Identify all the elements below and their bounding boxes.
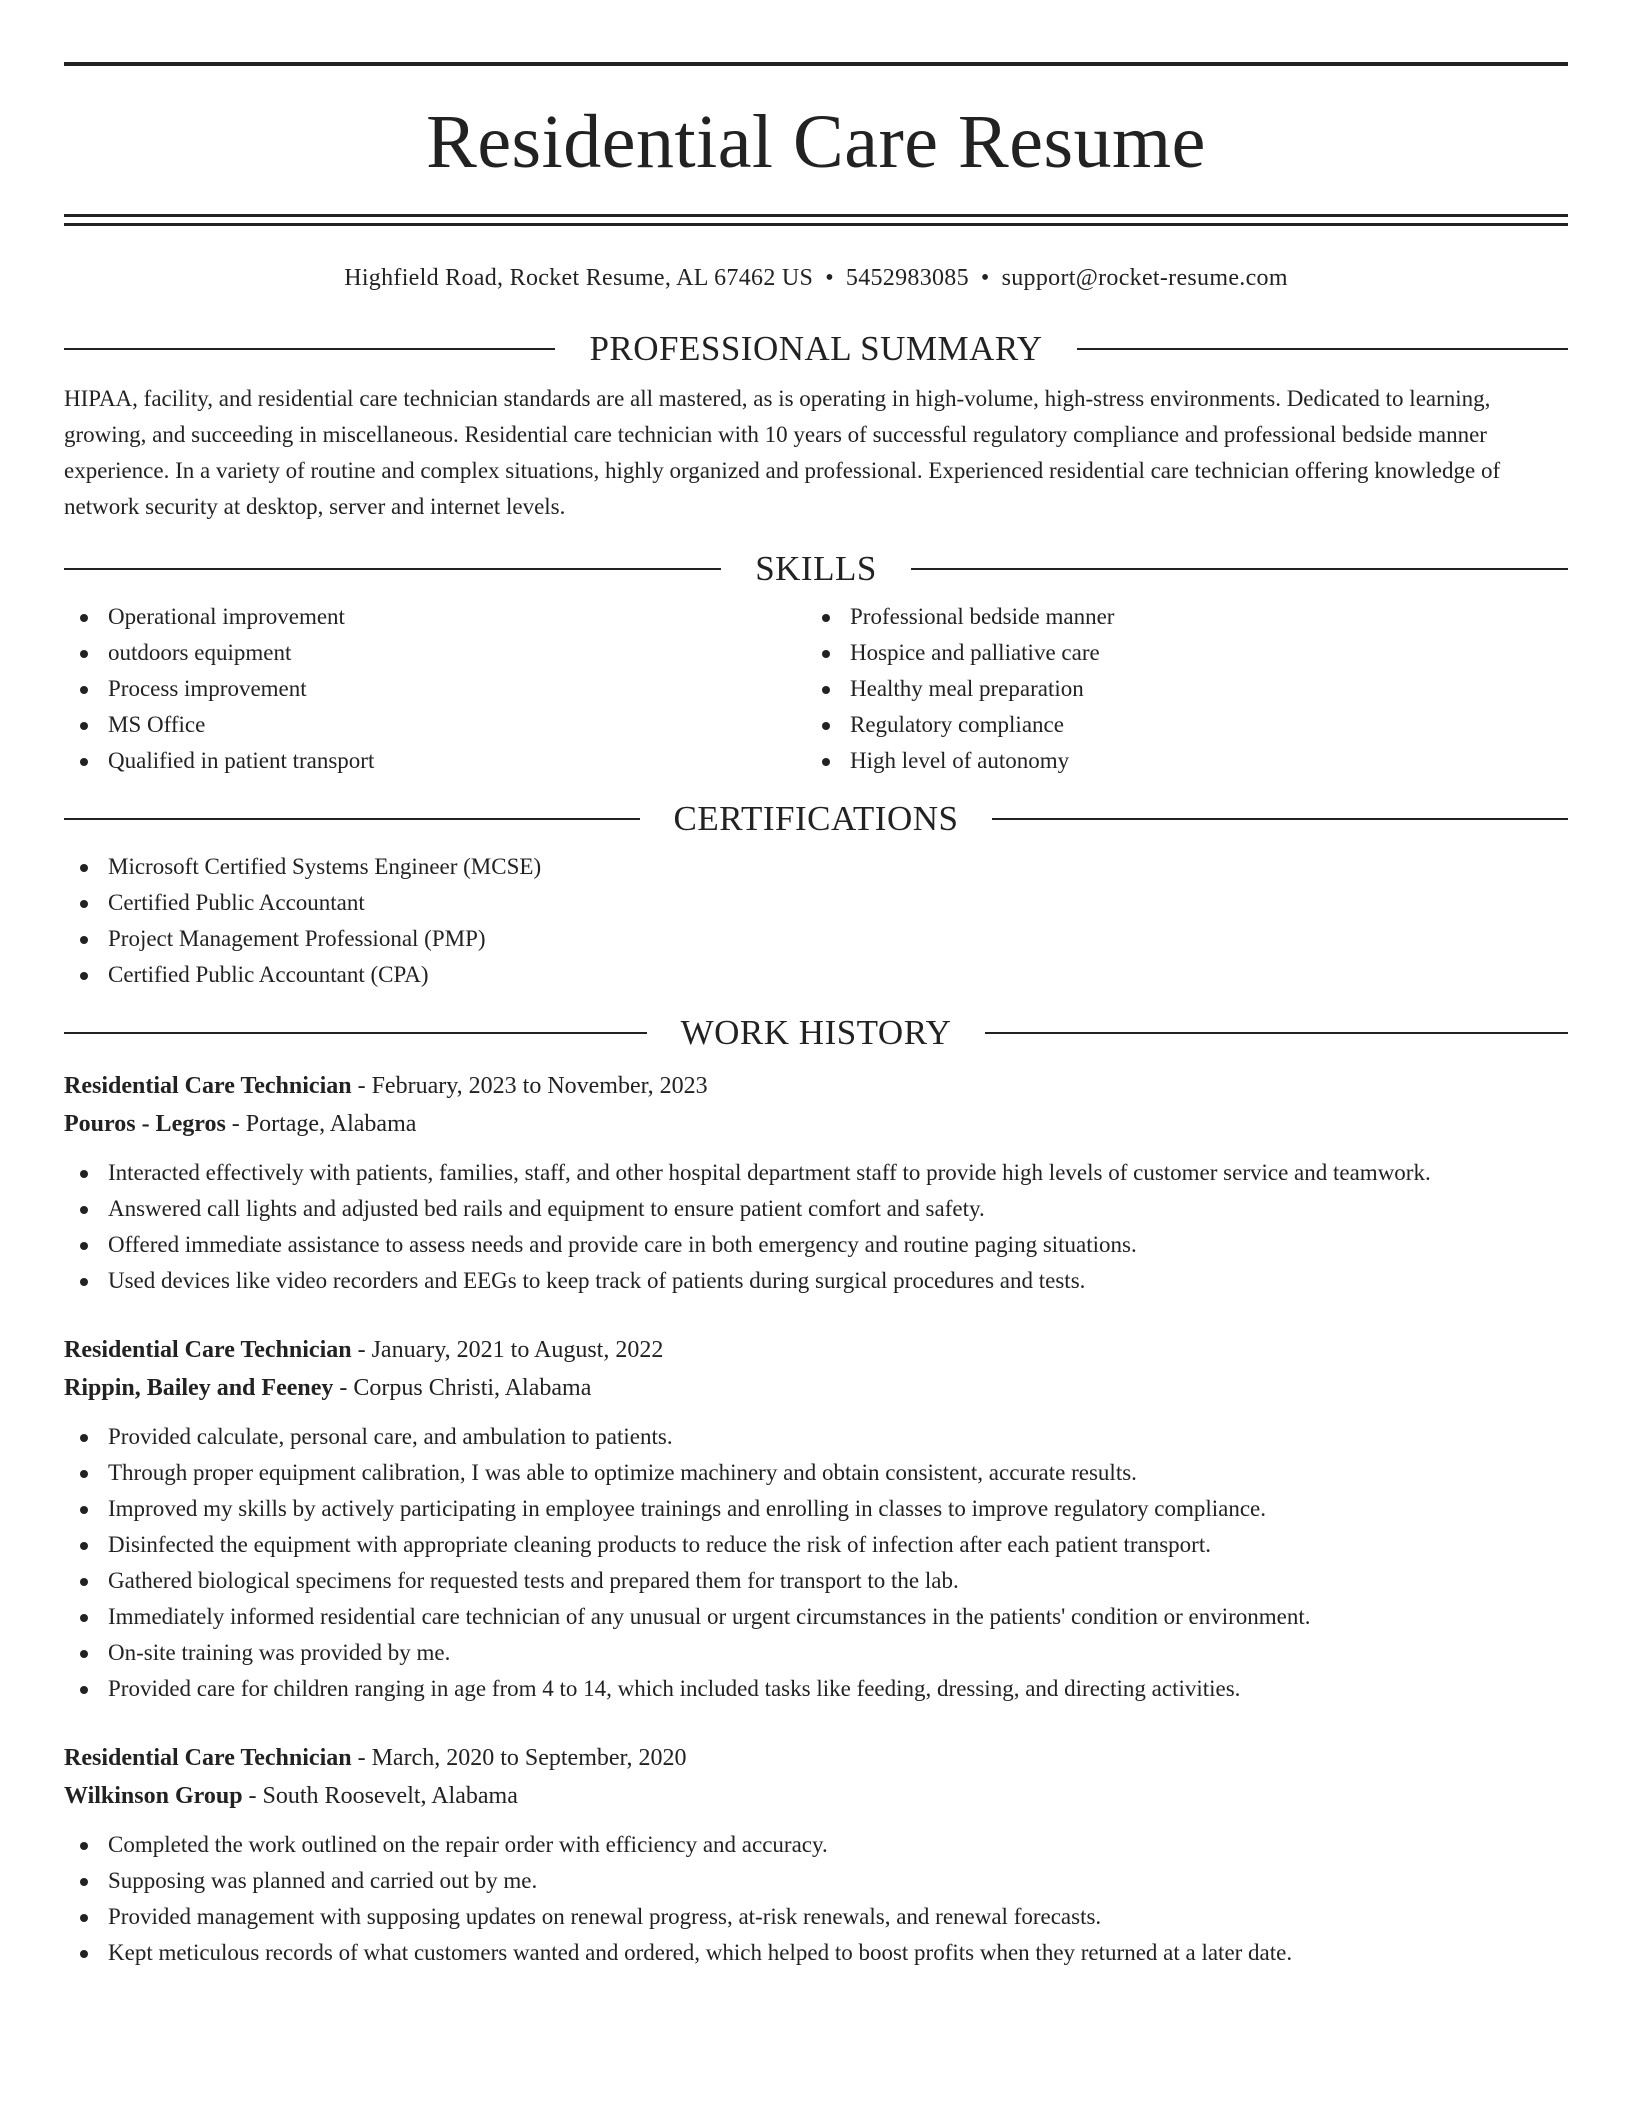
job-title: Residential Care Technician [64, 1745, 352, 1771]
skill-item: Process improvement [64, 671, 806, 707]
skill-item: Hospice and palliative care [806, 635, 1548, 671]
skills-list-left [64, 599, 806, 779]
job-entry [64, 1067, 1568, 1299]
skill-item: Operational improvement [64, 599, 806, 635]
job-bullet: Completed the work outlined on the repair order with efficiency and accuracy. [64, 1827, 1568, 1863]
job-bullet: Used devices like video recorders and EEGs to keep track of patients during surgical procedures and tests. [64, 1263, 1568, 1299]
job-entry [64, 1739, 1568, 1971]
job-dates: - January, 2021 to August, 2022 [351, 1337, 664, 1363]
contact-separator: • [825, 265, 834, 291]
section-rule [911, 568, 1568, 570]
job-bullets [64, 1155, 1568, 1299]
summary-text: HIPAA, facility, and residential care technician standards are all mastered, as is operating in high-volume, high-stress environments. Dedicated to learning, growing, and succeeding in miscellaneous. Residential care technician with 10 years of successful regulatory compliance and professional bedside manner experience. In a variety of routine and complex situations, highly organized and professional. Experienced residential care technician offering knowledge of network security at desktop, server and internet levels. [64, 386, 1501, 519]
contact-email: support@rocket-resume.com [1001, 265, 1288, 291]
section-header-summary [64, 329, 1568, 369]
job-title-line [64, 1739, 1568, 1777]
skills-grid [64, 599, 1568, 779]
certification-item: Microsoft Certified Systems Engineer (MCSE) [64, 849, 1568, 885]
contact-line [64, 263, 1568, 293]
job-bullet: Provided management with supposing updates on renewal progress, at-risk renewals, and renewal forecasts. [64, 1899, 1568, 1935]
job-bullet: Answered call lights and adjusted bed rails and equipment to ensure patient comfort and safety. [64, 1191, 1568, 1227]
section-rule [64, 1032, 647, 1034]
job-company: Pouros - Legros [64, 1111, 226, 1137]
job-bullet: Interacted effectively with patients, families, staff, and other hospital department staff to provide high levels of customer service and teamwork. [64, 1155, 1568, 1191]
job-bullet: Through proper equipment calibration, I was able to optimize machinery and obtain consistent, accurate results. [64, 1455, 1568, 1491]
skill-item: Qualified in patient transport [64, 743, 806, 779]
certification-item: Certified Public Accountant [64, 885, 1568, 921]
skill-item: outdoors equipment [64, 635, 806, 671]
contact-phone: 5452983085 [845, 265, 969, 291]
section-header-certifications [64, 799, 1568, 839]
section-rule [64, 818, 640, 820]
certification-item: Certified Public Accountant (CPA) [64, 957, 1568, 993]
section-rule [992, 818, 1568, 820]
job-bullet: Immediately informed residential care technician of any unusual or urgent circumstances in the patients' condition or environment. [64, 1599, 1568, 1635]
resume-title: Residential Care Resume [426, 100, 1206, 184]
job-title-line [64, 1331, 1568, 1369]
section-title: CERTIFICATIONS [673, 799, 959, 838]
contact-separator: • [980, 265, 990, 291]
section-rule [64, 568, 721, 570]
job-title: Residential Care Technician [64, 1337, 352, 1363]
job-bullet: Improved my skills by actively participating in employee trainings and enrolling in classes to improve regulatory compliance. [64, 1491, 1568, 1527]
section-header-skills [64, 549, 1568, 589]
job-bullet: Offered immediate assistance to assess needs and provide care in both emergency and routine paging situations. [64, 1227, 1568, 1263]
certification-item: Project Management Professional (PMP) [64, 921, 1568, 957]
section-rule [64, 348, 555, 350]
job-bullets [64, 1827, 1568, 1971]
section-rule [985, 1032, 1568, 1034]
job-bullet: Disinfected the equipment with appropriate cleaning products to reduce the risk of infection after each patient transport. [64, 1527, 1568, 1563]
job-location: - Portage, Alabama [225, 1111, 417, 1137]
job-company: Rippin, Bailey and Feeney [64, 1375, 334, 1401]
resume-page [64, 62, 1568, 1971]
skill-item: Professional bedside manner [806, 599, 1548, 635]
skill-item: Regulatory compliance [806, 707, 1548, 743]
job-bullet: Gathered biological specimens for requested tests and prepared them for transport to the lab. [64, 1563, 1568, 1599]
job-entry [64, 1331, 1568, 1707]
title-double-rule [64, 214, 1568, 226]
job-bullets [64, 1419, 1568, 1707]
contact-address: Highfield Road, Rocket Resume, AL 67462 US [344, 265, 814, 291]
skills-list-right [806, 599, 1548, 779]
job-dates: - March, 2020 to September, 2020 [351, 1745, 687, 1771]
skill-item: Healthy meal preparation [806, 671, 1548, 707]
work-history-list [64, 1067, 1568, 1971]
section-rule [1077, 348, 1568, 350]
job-title: Residential Care Technician [64, 1073, 352, 1099]
job-location: - South Roosevelt, Alabama [242, 1783, 518, 1809]
skill-item: MS Office [64, 707, 806, 743]
skill-item: High level of autonomy [806, 743, 1548, 779]
job-bullet: Kept meticulous records of what customers wanted and ordered, which helped to boost profits when they returned at a later date. [64, 1935, 1568, 1971]
job-dates: - February, 2023 to November, 2023 [351, 1073, 708, 1099]
job-bullet: Supposing was planned and carried out by me. [64, 1863, 1568, 1899]
job-bullet: Provided calculate, personal care, and ambulation to patients. [64, 1419, 1568, 1455]
job-bullet: Provided care for children ranging in age from 4 to 14, which included tasks like feeding, dressing, and directing activities. [64, 1671, 1568, 1707]
job-company-line [64, 1369, 1568, 1407]
section-title: WORK HISTORY [680, 1013, 952, 1052]
job-company-line [64, 1777, 1568, 1815]
job-company: Wilkinson Group [64, 1783, 243, 1809]
job-bullet: On-site training was provided by me. [64, 1635, 1568, 1671]
top-rule [64, 62, 1568, 66]
section-title: SKILLS [755, 549, 877, 588]
certifications-list [64, 849, 1568, 993]
job-location: - Corpus Christi, Alabama [333, 1375, 592, 1401]
section-header-work-history [64, 1013, 1568, 1053]
job-company-line [64, 1105, 1568, 1143]
job-title-line [64, 1067, 1568, 1105]
section-title: PROFESSIONAL SUMMARY [589, 329, 1043, 368]
